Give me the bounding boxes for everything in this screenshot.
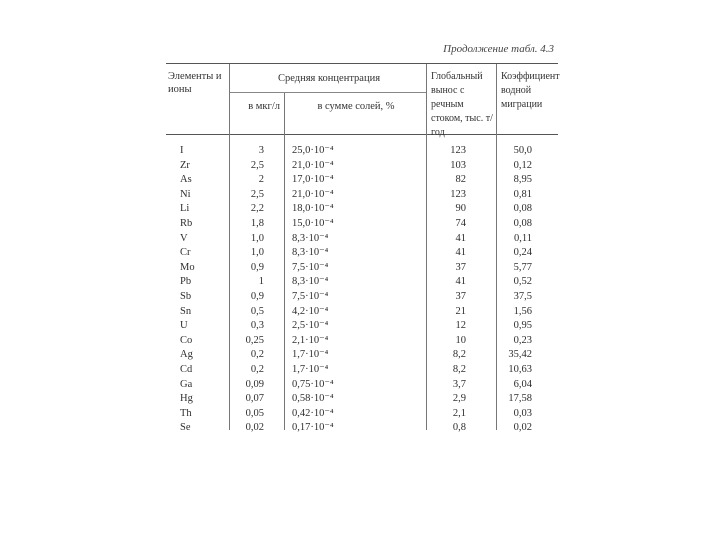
cell-sum-salts: 8,3·10⁻⁴ [292, 232, 329, 244]
cell-mg-per-l: 0,09 [245, 378, 264, 390]
cell-mg-per-l: 0,9 [250, 261, 264, 273]
cell-coefficient: 37,5 [513, 291, 532, 302]
cell-sum-salts: 17,0·10⁻⁴ [292, 174, 334, 186]
cell-sum-salts: 0,17·10⁻⁴ [292, 422, 334, 434]
cell-sum-salts: 21,0·10⁻⁴ [292, 159, 334, 171]
cell-coefficient: 0,81 [513, 188, 532, 200]
col-divider-3 [426, 64, 427, 430]
cell-runoff: 123 [450, 188, 466, 200]
header-sum-salts: в сумме солей, % [317, 101, 395, 112]
cell-runoff: 41 [455, 232, 466, 244]
cell-mg-per-l: 2,5 [250, 188, 264, 200]
cell-coefficient: 10,63 [508, 364, 532, 375]
cell-runoff: 2,1 [452, 407, 466, 419]
cell-runoff: 123 [450, 145, 466, 156]
cell-mg-per-l: 0,2 [250, 349, 264, 361]
cell-element: Ni [180, 188, 191, 200]
cell-runoff: 74 [455, 218, 466, 229]
cell-runoff: 3,7 [452, 378, 466, 390]
cell-coefficient: 17,58 [508, 393, 532, 405]
cell-element: Ag [180, 349, 193, 361]
cell-element: Rb [180, 218, 193, 229]
cell-element: Pb [180, 276, 192, 288]
cell-mg-per-l: 0,5 [250, 305, 264, 317]
cell-coefficient: 1,56 [513, 305, 532, 317]
cell-coefficient: 35,42 [508, 349, 532, 361]
cell-coefficient: 6,04 [513, 378, 532, 390]
cell-element: U [180, 320, 188, 332]
cell-runoff: 41 [455, 247, 466, 259]
cell-sum-salts: 1,7·10⁻⁴ [292, 349, 329, 361]
cell-sum-salts: 4,2·10⁻⁴ [292, 305, 329, 317]
cell-element: Zr [180, 159, 190, 171]
cell-runoff: 103 [450, 159, 466, 171]
cell-runoff: 10 [455, 334, 466, 346]
cell-sum-salts: 21,0·10⁻⁴ [292, 188, 334, 200]
cell-mg-per-l: 0,9 [250, 291, 264, 302]
cell-mg-per-l: 0,05 [245, 407, 264, 419]
cell-runoff: 8,2 [452, 349, 466, 361]
header-mg-per-l: в мкг/л [248, 101, 280, 112]
cell-coefficient: 0,24 [513, 247, 532, 259]
cell-mg-per-l: 2,5 [250, 159, 264, 171]
cell-sum-salts: 7,5·10⁻⁴ [292, 291, 329, 302]
cell-runoff: 37 [455, 261, 466, 273]
header-avg-concentration: Средняя концентрация [277, 73, 381, 84]
cell-mg-per-l: 1,8 [250, 218, 264, 229]
cell-coefficient: 5,77 [513, 261, 532, 273]
cell-coefficient: 0,23 [513, 334, 532, 346]
rule-top [166, 63, 558, 64]
cell-coefficient: 0,52 [513, 276, 532, 288]
cell-element: Se [180, 422, 191, 434]
cell-element: As [180, 174, 192, 186]
cell-mg-per-l: 1,0 [250, 247, 264, 259]
header-coefficient: Коэффициент водной миграции [501, 71, 560, 110]
cell-element: Mo [180, 261, 195, 273]
cell-element: Sn [180, 305, 192, 317]
cell-runoff: 90 [455, 203, 466, 215]
cell-mg-per-l: 3 [258, 145, 264, 156]
cell-coefficient: 0,03 [513, 407, 532, 419]
cell-runoff: 0,8 [452, 422, 466, 434]
cell-coefficient: 0,11 [514, 232, 532, 244]
cell-runoff: 12 [455, 320, 466, 332]
cell-coefficient: 0,08 [513, 218, 532, 229]
cell-runoff: 82 [455, 174, 466, 186]
cell-sum-salts: 15,0·10⁻⁴ [292, 218, 334, 229]
cell-sum-salts: 2,5·10⁻⁴ [292, 320, 329, 332]
cell-mg-per-l: 2,2 [250, 203, 264, 215]
rule-subheader [230, 92, 426, 93]
cell-coefficient: 0,02 [513, 422, 532, 434]
cell-sum-salts: 1,7·10⁻⁴ [292, 364, 329, 375]
cell-sum-salts: 25,0·10⁻⁴ [292, 145, 334, 156]
cell-element: V [180, 232, 188, 244]
cell-sum-salts: 0,42·10⁻⁴ [292, 407, 334, 419]
cell-runoff: 2,9 [452, 393, 466, 405]
cell-coefficient: 0,12 [513, 159, 532, 171]
cell-runoff: 8,2 [452, 364, 466, 375]
cell-sum-salts: 0,58·10⁻⁴ [292, 393, 334, 405]
cell-sum-salts: 7,5·10⁻⁴ [292, 261, 329, 273]
cell-runoff: 41 [455, 276, 466, 288]
cell-sum-salts: 8,3·10⁻⁴ [292, 247, 329, 259]
cell-mg-per-l: 1 [258, 276, 264, 288]
table-caption: Продолжение табл. 4.3 [443, 43, 554, 55]
cell-mg-per-l: 2 [258, 174, 264, 186]
header-element: Элементы и ионы [168, 71, 222, 95]
cell-mg-per-l: 0,3 [250, 320, 264, 332]
cell-coefficient: 8,95 [513, 174, 532, 186]
rule-header-bottom [166, 134, 558, 135]
cell-mg-per-l: 0,25 [245, 334, 264, 346]
col-divider-2 [284, 93, 285, 430]
cell-coefficient: 50,0 [513, 145, 532, 156]
cell-element: Cd [180, 364, 193, 375]
cell-coefficient: 0,95 [513, 320, 532, 332]
cell-coefficient: 0,08 [513, 203, 532, 215]
cell-mg-per-l: 0,07 [245, 393, 264, 405]
cell-element: Th [180, 407, 192, 419]
cell-element: Co [180, 334, 193, 346]
cell-element: Sb [180, 291, 192, 302]
cell-mg-per-l: 1,0 [250, 232, 264, 244]
header-runoff: Глобальный вынос с речным стоком, тыс. т/год [431, 71, 493, 138]
cell-mg-per-l: 0,02 [245, 422, 264, 434]
cell-sum-salts: 8,3·10⁻⁴ [292, 276, 329, 288]
cell-element: I [180, 145, 184, 156]
cell-runoff: 37 [455, 291, 466, 302]
cell-runoff: 21 [455, 305, 466, 317]
cell-element: Li [180, 203, 190, 215]
cell-mg-per-l: 0,2 [250, 364, 264, 375]
cell-sum-salts: 0,75·10⁻⁴ [292, 378, 334, 390]
cell-element: Cr [180, 247, 191, 259]
cell-sum-salts: 18,0·10⁻⁴ [292, 203, 334, 215]
cell-sum-salts: 2,1·10⁻⁴ [292, 334, 329, 346]
cell-element: Ga [180, 378, 193, 390]
cell-element: Hg [180, 393, 193, 405]
